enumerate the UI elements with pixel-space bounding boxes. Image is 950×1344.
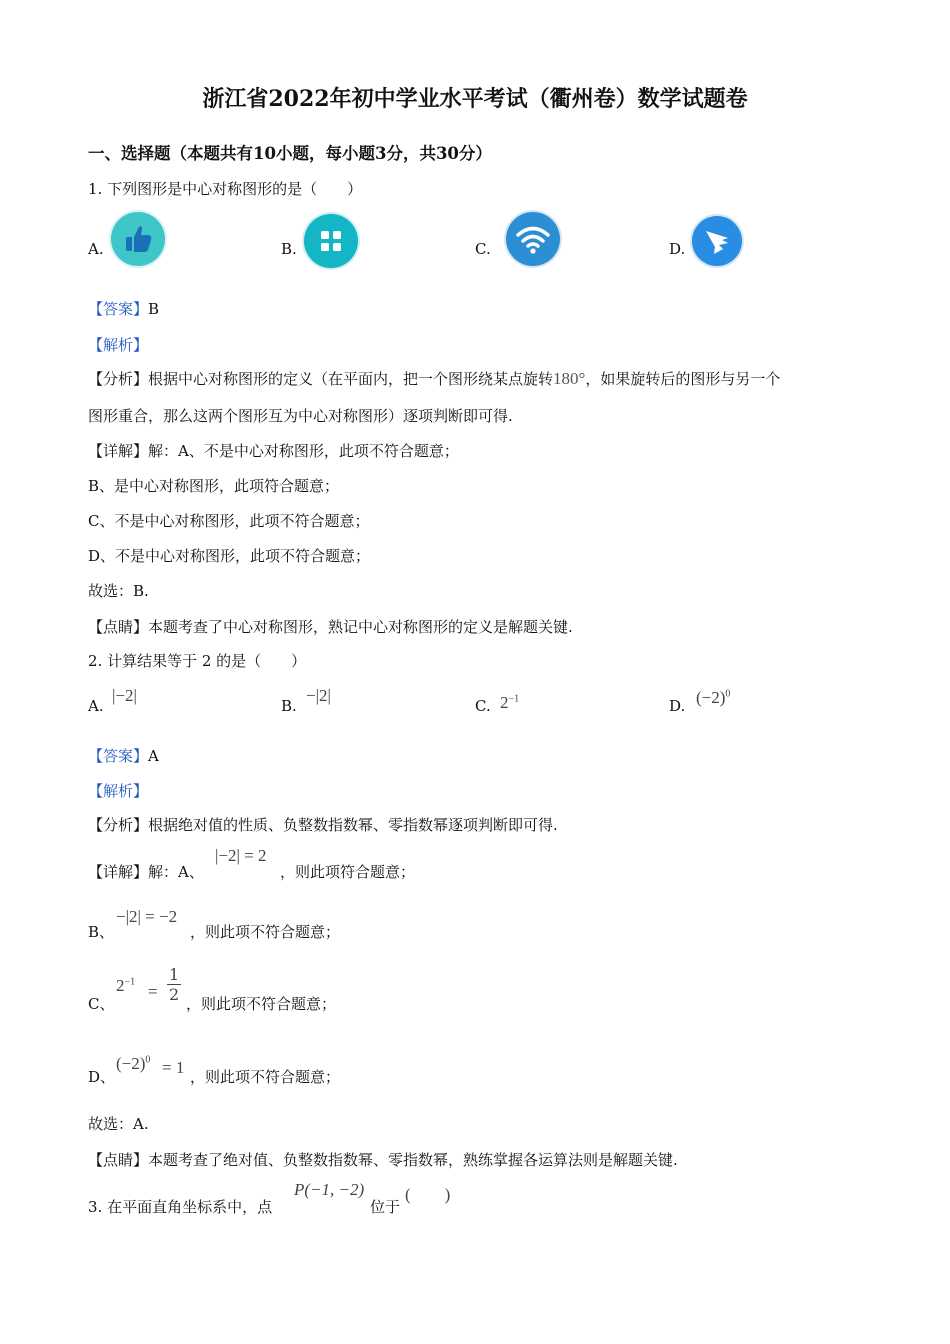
q2-option-b-letter: B. [281,697,297,715]
q3-point: P(−1, −2) [294,1180,365,1199]
dianjing-tag: 【点睛】 [88,618,149,636]
q2-detail-a-suffix: ，则此项符合题意； [280,863,416,881]
q2-answer: A [148,747,159,765]
q2-detail-a-expr: |−2| = 2 [215,846,267,865]
q1-option-d-letter: D. [669,240,686,258]
q2-detail-c-numerator: 1 [169,965,180,984]
q2-question: 2. 计算结果等于 2 的是（ ） [88,652,307,670]
q2-option-d-exp: 0 [725,688,731,700]
q1-fenxi: 根据中心对称图形的定义（在平面内，把一个图形绕某点旋转 [148,370,554,388]
q3-prefix: 3. 在平面直角坐标系中，点 [88,1198,273,1216]
q2-detail-d-exp: 0 [145,1054,151,1066]
q1-detail-b: B、是中心对称图形，此项符合题意； [88,477,340,495]
fenxi-tag: 【分析】 [88,370,149,388]
q3-middle: 位于 [370,1198,401,1216]
q1-option-b-letter: B. [281,240,297,258]
q2-option-d-letter: D. [669,697,686,715]
q1-detail-a: 解：A、不是中心对称图形，此项不符合题意； [148,442,459,460]
q2-option-c-base: 2 [500,693,509,712]
q1-detail-d: D、不是中心对称图形，此项不符合题意； [88,547,371,565]
paper-plane-icon [692,216,742,266]
q1-choose: 故选：B. [88,582,149,600]
q1-answer: B [148,300,160,318]
q2-detail-b-expr: −|2| = −2 [116,907,178,926]
q2-dianjing: 本题考查了绝对值、负整数指数幂、零指数幂，熟练掌握各运算法则是解题关键. [148,1151,678,1169]
q3-paren: ( ) [405,1185,451,1204]
q2-detail-b-suffix: ，则此项不符合题意； [190,923,341,941]
answer-tag: 【答案】 [88,747,149,765]
q1-dianjing: 本题考查了中心对称图形，熟记中心对称图形的定义是解题关键. [148,618,573,636]
q1-detail-c: C、不是中心对称图形，此项不符合题意； [88,512,370,530]
page-title: 浙江省2022年初中学业水平考试（衢州卷）数学试题卷 [202,86,748,112]
q2-option-a-expr: |−2| [112,686,137,705]
q1-question: 1. 下列图形是中心对称图形的是（ ） [88,180,363,198]
dianjing-tag: 【点睛】 [88,1151,149,1169]
q2-detail-c-suffix: ，则此项不符合题意； [186,995,337,1013]
q2-detail-c-exp: −1 [124,976,136,988]
xiangjie-tag: 【详解】 [88,442,149,460]
answer-tag: 【答案】 [88,300,149,318]
q1-fenxi-degree: 180° [553,369,586,388]
analysis-tag: 【解析】 [88,782,149,800]
wifi-icon [506,212,560,266]
q2-detail-d-base: (−2) [116,1054,146,1073]
grid-icon [304,214,358,268]
q2-detail-c-prefix: C、 [88,995,115,1013]
analysis-tag: 【解析】 [88,336,149,354]
q2-option-a-letter: A. [88,697,104,715]
q1-option-a-letter: A. [88,240,104,258]
q2-option-c-letter: C. [475,697,491,715]
q2-detail-c-eq: = [148,982,158,1001]
q2-choose: 故选：A. [88,1115,149,1133]
fenxi-tag: 【分析】 [88,816,149,834]
thumbs-up-icon [111,212,165,266]
section-header: 一、选择题（本题共有10小题，每小题3分，共30分） [88,144,492,163]
q2-option-b-expr: −|2| [306,686,331,705]
q1-fenxi-cont: ，如果旋转后的图形与另一个 [585,370,781,388]
q2-detail-d-suffix: ，则此项不符合题意； [190,1068,341,1086]
q2-detail-b-prefix: B、 [88,923,115,941]
q2-option-d-base: (−2) [696,688,726,707]
q2-detail-a-prefix: 解：A、 [148,863,204,881]
q2-detail-d-prefix: D、 [88,1068,116,1086]
q2-detail-c-base: 2 [116,976,125,995]
xiangjie-tag: 【详解】 [88,863,149,881]
q2-option-c-exp: −1 [508,693,520,705]
q2-fenxi: 根据绝对值的性质、负整数指数幂、零指数幂逐项判断即可得. [148,816,558,834]
q2-detail-d-eq: = 1 [162,1058,185,1077]
q1-fenxi-line2: 图形重合，那么这两个图形互为中心对称图形）逐项判断即可得. [88,407,513,425]
q1-option-c-letter: C. [475,240,491,258]
q2-detail-c-denominator: 2 [169,985,180,1004]
